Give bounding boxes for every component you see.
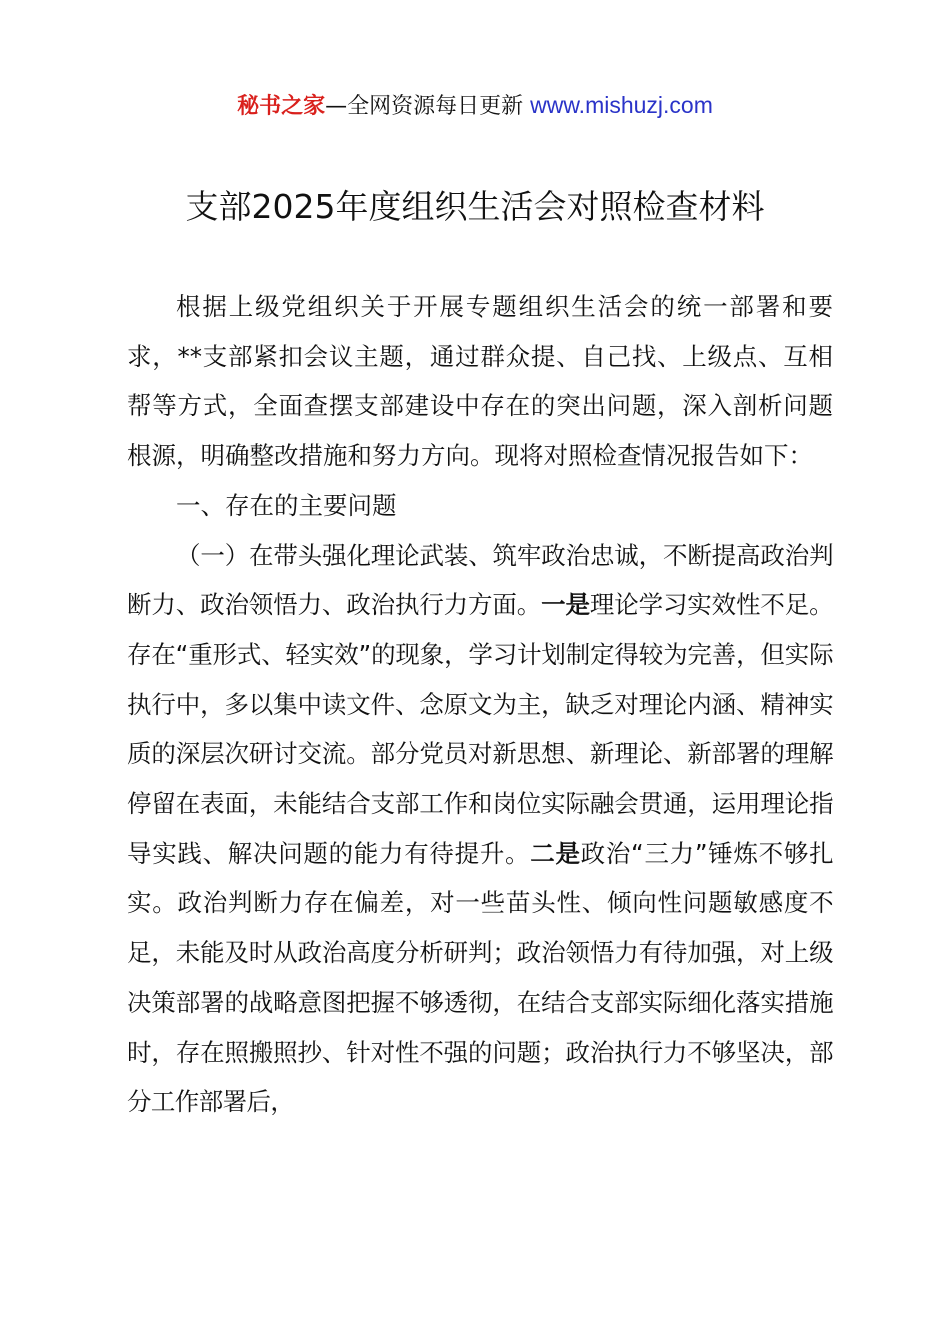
subsection-paragraph bbox=[127, 531, 833, 1127]
document-title: 支部2025年度组织生活会对照检查材料 bbox=[185, 187, 765, 226]
site-url-link[interactable]: www.mishuzj.com bbox=[530, 92, 713, 118]
point-one-label: 一是 bbox=[541, 590, 590, 620]
document-body bbox=[127, 282, 833, 1127]
subsection-lead: （一）在带头强化理论武装、筑牢政治忠诚，不断提高政治判断力、政治领悟力、政治执行力方面。 bbox=[127, 540, 833, 620]
intro-paragraph: 根据上级党组织关于开展专题组织生活会的统一部署和要求，**支部紧扣会议主题，通过群众提、自己找、上级点、互相帮等方式，全面查摆支部建设中存在的突出问题，深入剖析问题根源，明确整改措施和努力方向。现将对照检查情况报告如下： bbox=[127, 292, 833, 471]
brand-name: 秘书之家 bbox=[237, 94, 326, 119]
point-one-text: 理论学习实效性不足。存在“重形式、轻实效”的现象，学习计划制定得较为完善，但实际执行中，多以集中读文件、念原文为主，缺乏对理论内涵、精神实质的深层次研讨交流。部分党员对新思想、新理论、新部署的理解停留在表面，未能结合支部工作和岗位实际融会贯通，运用理论指导实践、解决问题的能力有待提升。 bbox=[127, 590, 833, 868]
point-two-text: 政治“三力”锤炼不够扎实。政治判断力存在偏差，对一些苗头性、倾向性问题敏感度不足，未能及时从政治高度分析研判；政治领悟力有待加强，对上级决策部署的战略意图把握不够透彻，在结合支部实际细化落实措施时，存在照搬照抄、针对性不强的问题；政治执行力不够坚决，部分工作部署后， bbox=[127, 838, 833, 1117]
header-slogan: —全网资源每日更新 bbox=[325, 94, 531, 119]
page-header bbox=[0, 88, 950, 124]
section-heading: 一、存在的主要问题 bbox=[176, 490, 397, 520]
point-two-label: 二是 bbox=[530, 838, 581, 868]
